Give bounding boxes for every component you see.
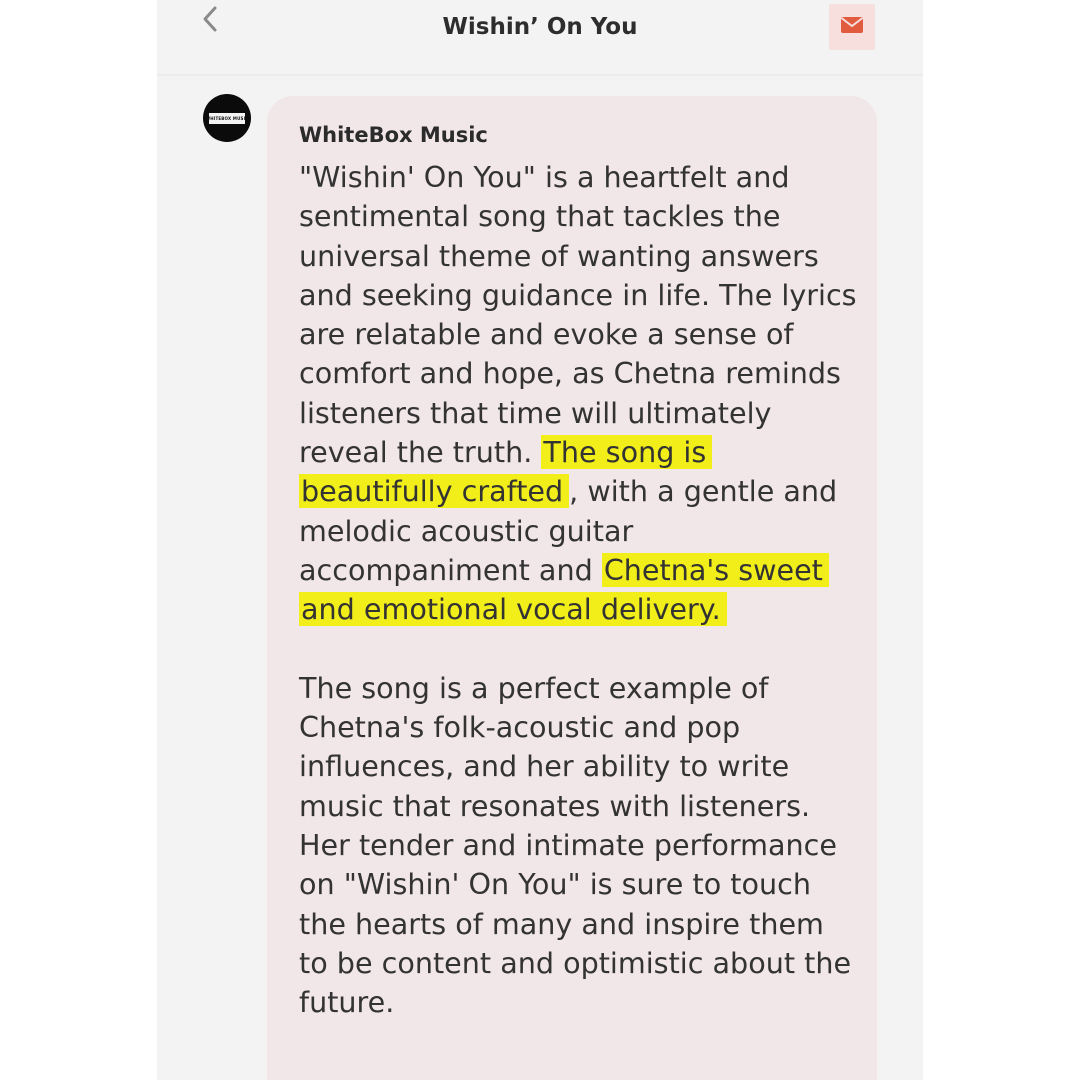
sender-name: WhiteBox Music (299, 123, 488, 147)
page-title: Wishin’ On You (442, 14, 638, 40)
avatar-logo (205, 113, 249, 124)
message-paragraph (299, 158, 859, 630)
envelope-icon (840, 16, 864, 38)
back-button[interactable] (193, 4, 227, 38)
avatar[interactable] (203, 94, 251, 142)
highlighted-text: The song is beautifully crafted (299, 435, 712, 508)
message-paragraph: The song is a perfect example of Chetna's folk-acoustic and pop influences, and her ability to write music that resonates with listeners. Her tender and intimate performance on "Wishin' On You" is sure to touch the hearts of many and inspire them to be content and optimistic about the future. (299, 670, 852, 1020)
chevron-left-icon (201, 4, 219, 38)
chat-screen (157, 0, 923, 1080)
highlighted-text: Chetna's sweet and emotional vocal delivery. (299, 553, 829, 626)
message-body (299, 158, 859, 1023)
message-bubble (267, 96, 877, 1080)
mail-button[interactable] (829, 4, 875, 50)
avatar-logo-text: WHITEBOX MUSIC (205, 115, 249, 121)
header-bar (157, 0, 923, 76)
message-text: "Wishin' On You" is a heartfelt and sentimental song that tackles the universal theme of wanting answers and seeking guidance in life. The lyrics are relatable and evoke a sense of comfort and hope, as Chetna reminds listeners that time will ultimately reveal the truth. (299, 160, 857, 470)
message-text: , with a gentle and melodic acoustic guitar accompaniment and (299, 474, 838, 587)
